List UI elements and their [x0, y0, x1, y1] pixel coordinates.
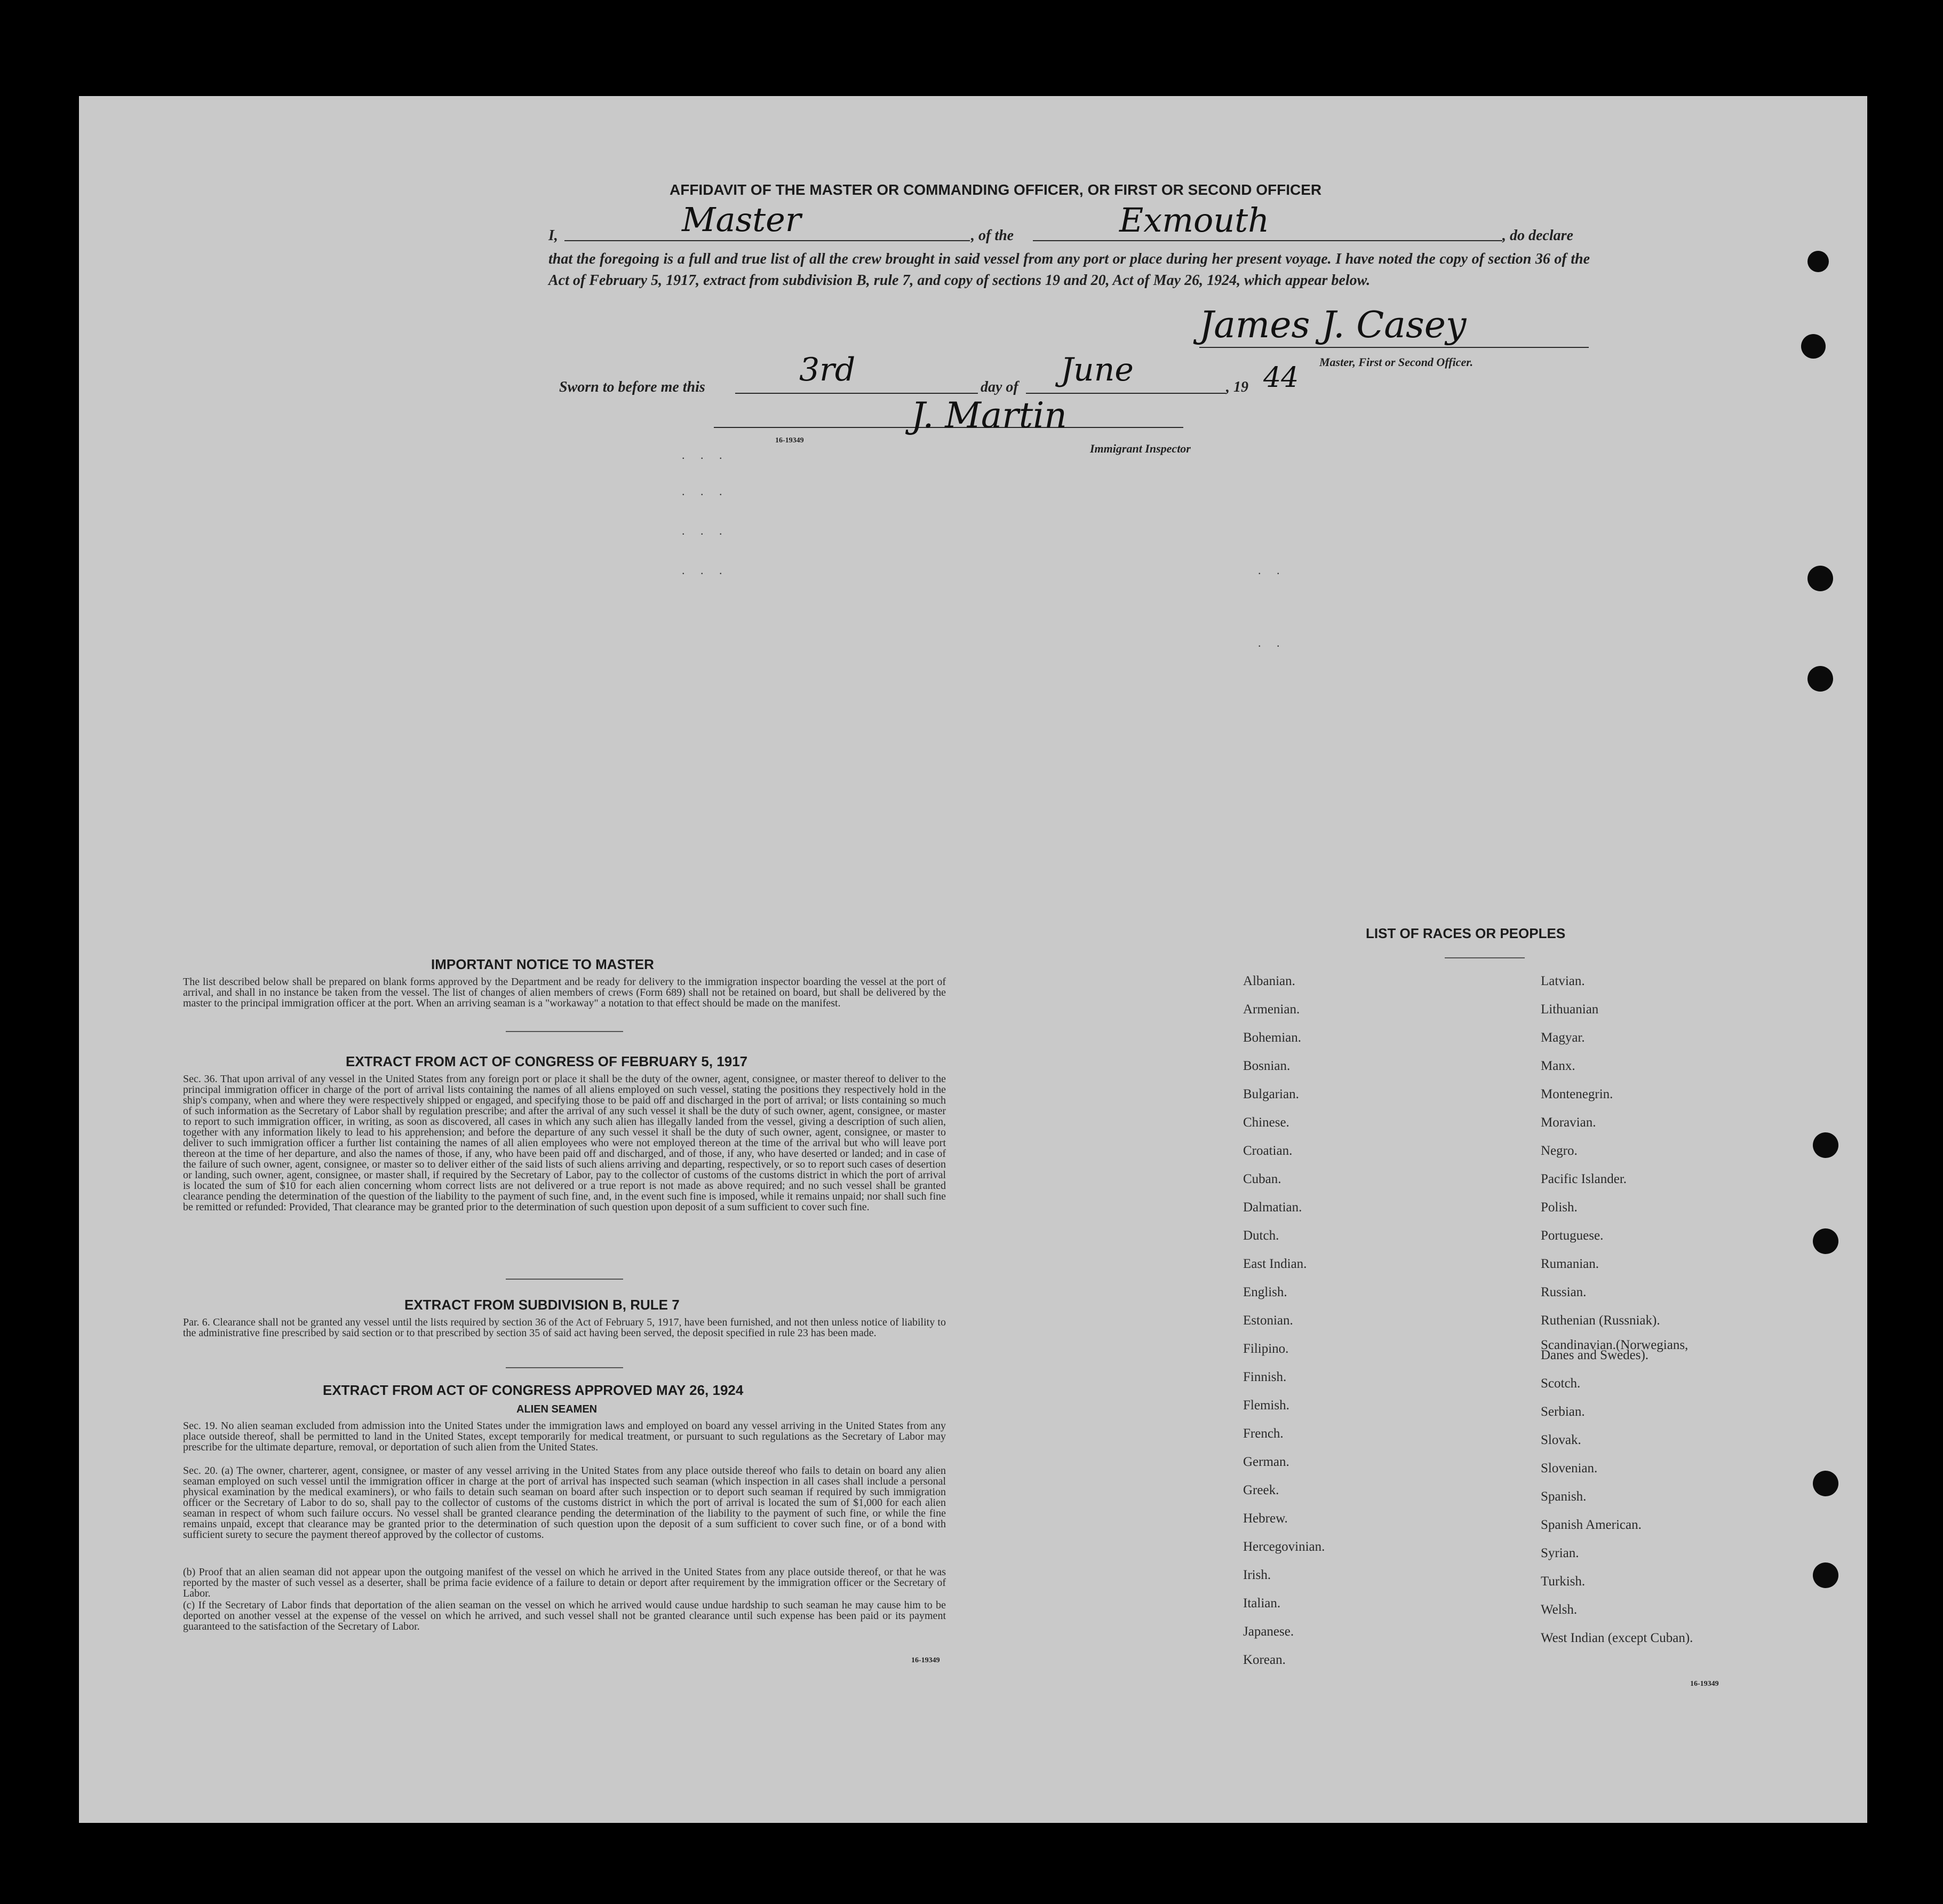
- day-of-label: day of: [981, 379, 1018, 395]
- leader-dots: . . .: [682, 485, 729, 498]
- race-item: Slovak.: [1541, 1433, 1581, 1447]
- race-item: French.: [1243, 1426, 1284, 1441]
- sworn-label: Sworn to before me this: [559, 379, 705, 395]
- race-item: Irish.: [1243, 1568, 1271, 1582]
- race-item: Syrian.: [1541, 1546, 1579, 1560]
- notice-body: The list described below shall be prepared on blank forms approved by the Department and be ready for delivery to the immigration inspector boarding the vessel at the port of arrival, and shall in no instance be taken from the vessel. The list of changes of alien members of crews (Form 689) shall not be retained on board, but shall be delivered by the master to the principal immigration officer at the port. When an arriving seaman is a "workaway" a notation to that effect should be made on the manifest.: [183, 976, 946, 1009]
- race-item: Hercegovinian.: [1243, 1540, 1325, 1554]
- handwritten-year: 44: [1263, 362, 1299, 394]
- race-item: Flemish.: [1243, 1398, 1289, 1413]
- race-item: Greek.: [1243, 1483, 1279, 1497]
- race-item: Serbian.: [1541, 1405, 1585, 1419]
- document-page: [79, 96, 1867, 1823]
- race-item: Albanian.: [1243, 974, 1295, 988]
- punch-hole: [1813, 1132, 1838, 1158]
- race-item: Bulgarian.: [1243, 1087, 1299, 1101]
- race-item: Filipino.: [1243, 1342, 1289, 1356]
- handwritten-rank: Master: [682, 200, 801, 239]
- punch-hole: [1813, 1471, 1838, 1496]
- race-item: Armenian.: [1243, 1002, 1300, 1017]
- race-item: Rumanian.: [1541, 1257, 1599, 1271]
- race-item: Spanish American.: [1541, 1518, 1642, 1532]
- punch-hole: [1807, 251, 1829, 272]
- sec20a-body: Sec. 20. (a) The owner, charterer, agent, consignee, or master of any vessel arriving in the United States from any place outside thereof who fails to detain on board any alien seaman employed on such vessel until the immigration officer in charge at the port of arrival has inspected such seaman (which inspection in all cases shall include a personal physical examination by the medical examiners), or who fails to detain such seaman on board after such inspection or to deport such seaman if required by such immigration officer or the Secretary of Labor to do so, shall pay to the collector of customs of the customs district in which the port of arrival is located the sum of $1,000 for each alien seaman in respect of whom such failure occurs. No vessel shall be granted clearance pending the determination of the liability to the payment of such fine, or while the fine remains unpaid, except that clearance may be granted prior to the determination of such question upon the deposit of a sum sufficient to cover such fine, or of a bond with sufficient surety to secure the payment thereof approved by the collector of customs.: [183, 1465, 946, 1541]
- race-item: English.: [1243, 1285, 1287, 1299]
- master-signature: James J. Casey: [1199, 304, 1467, 346]
- race-item: Cuban.: [1243, 1172, 1281, 1186]
- race-item: Spanish.: [1541, 1489, 1587, 1504]
- divider: [1445, 957, 1525, 958]
- race-item: Chinese.: [1243, 1115, 1289, 1130]
- vessel-line: [1033, 240, 1502, 241]
- punch-hole: [1801, 334, 1826, 359]
- race-item: Bohemian.: [1243, 1030, 1302, 1045]
- form-number-top: 16-19349: [775, 437, 804, 445]
- extract-rule7-body: Par. 6. Clearance shall not be granted any vessel until the lists required by section 36 of the Act of February 5, 1917, have been furnished, and not then unless notice of liability to the administrative fine prescribed by said section or to that prescribed by section 35 of said act having been served, the deposit specified in rule 23 has been made.: [183, 1316, 946, 1339]
- leader-dots: . .: [1258, 636, 1286, 649]
- leader-dots: . . .: [682, 564, 729, 577]
- race-item: Moravian.: [1541, 1115, 1596, 1130]
- race-item: Manx.: [1541, 1059, 1575, 1073]
- punch-hole: [1807, 566, 1833, 591]
- extract-1917-body: Sec. 36. That upon arrival of any vessel in the United States from any foreign port or place it shall be the duty of the owner, agent, consignee, or master thereof to deliver to the principal immigration officer in charge of the port of arrival lists containing the names of all aliens employed on such vessel, stating the positions they respectively hold in the ship's company, when and where they were respectively shipped or engaged, and specifying those to be paid off and discharged in the port of arrival; or lists containing so much of such information as the Secretary of Labor shall by regulation prescribe; and after the arrival of any such vessel it shall be the duty of such owner, agent, consignee, or master to report to such immigration officer, in writing, as soon as discovered, all cases in which any such alien has illegally landed from the vessel, giving a description of such alien, together with any information likely to lead to his apprehension; and before the departure of any such vessel it shall be the duty of such owner, agent, consignee, or master to deliver to such immigration officer a further list containing the names of all alien employees who were not employed thereon at the time of the arrival but who will leave port thereon at the time of her departure, and also the names of those, if any, who have been paid off and discharged, and of those, if any, who have deserted or landed; and in case of the failure of such owner, agent, consignee, or master so to deliver either of the said lists of such aliens arriving and departing, respectively, or so to report such cases of desertion or landing, such owner, agent, consignee, or master shall, if required by the Secretary of Labor, pay to the collector of customs of the customs district in which the port of arrival is located the sum of $10 for each alien concerning whom correct lists are not delivered or a true report is not made as above required; and no such vessel shall be granted clearance pending the determination of the question of the liability to the payment of such fine, and, in the event such fine is imposed, while it remains unpaid; nor shall such fine be remitted or refunded: Provided, That clearance may be granted prior to the determination of such question upon deposit of a sum sufficient to cover such fine.: [183, 1073, 946, 1213]
- race-item: Scandinavian.(Norwegians,: [1541, 1338, 1689, 1352]
- punch-hole: [1807, 666, 1833, 692]
- race-item: East Indian.: [1243, 1257, 1307, 1271]
- race-item: Slovenian.: [1541, 1461, 1598, 1475]
- affidavit-i-label: I,: [548, 227, 558, 244]
- race-item: Welsh.: [1541, 1602, 1578, 1617]
- extract-1917-title: EXTRACT FROM ACT OF CONGRESS OF FEBRUARY 5, 1917: [346, 1053, 748, 1069]
- race-item: Croatian.: [1243, 1144, 1293, 1158]
- form-number-right: 16-19349: [1690, 1680, 1719, 1688]
- race-item: Japanese.: [1243, 1624, 1294, 1639]
- notice-title: IMPORTANT NOTICE TO MASTER: [431, 956, 654, 972]
- race-item: Bosnian.: [1243, 1059, 1291, 1073]
- affidavit-declare-label: , do declare: [1502, 227, 1573, 244]
- form-number-left: 16-19349: [911, 1656, 940, 1664]
- race-item: German.: [1243, 1455, 1289, 1469]
- leader-dots: . . .: [682, 448, 729, 462]
- extract-1924-subtitle: ALIEN SEAMEN: [516, 1403, 598, 1415]
- race-item: Pacific Islander.: [1541, 1172, 1627, 1186]
- extract-1924-title: EXTRACT FROM ACT OF CONGRESS APPROVED MAY 26, 1924: [323, 1382, 744, 1398]
- race-item: Danes and Swedes).: [1541, 1348, 1649, 1362]
- race-item: Negro.: [1541, 1144, 1578, 1158]
- master-caption: Master, First or Second Officer.: [1319, 355, 1474, 369]
- handwritten-vessel: Exmouth: [1119, 201, 1270, 240]
- race-item: Montenegrin.: [1541, 1087, 1613, 1101]
- race-item: Lithuanian: [1541, 1002, 1599, 1017]
- affidavit-title: AFFIDAVIT OF THE MASTER OR COMMANDING OFFICER, OR FIRST OR SECOND OFFICER: [670, 181, 1322, 198]
- sec20b-body: (b) Proof that an alien seaman did not appear upon the outgoing manifest of the vessel on which he arrived in the United States from any place outside thereof, or that he was reported by the master of such vessel as a deserter, shall be prima facie evidence of a failure to detain or deport after requirement by the immigration officer or the Secretary of Labor.: [183, 1566, 946, 1599]
- handwritten-day: 3rd: [799, 351, 856, 388]
- divider: [506, 1279, 623, 1280]
- inspector-signature: J. Martin: [911, 395, 1067, 436]
- race-item: Turkish.: [1541, 1574, 1586, 1589]
- race-item: West Indian (except Cuban).: [1541, 1631, 1693, 1645]
- sec19-body: Sec. 19. No alien seaman excluded from admission into the United States under the immigration laws and employed on board any vessel arriving in the United States from any place outside thereof, shall be permitted to land in the United States, except temporarily for medical treatment, or pursuant to such regulations as the Secretary of Labor may prescribe for the ultimate departure, removal, or deportation of such alien from the United States.: [183, 1420, 946, 1453]
- race-item: Dalmatian.: [1243, 1200, 1302, 1215]
- race-item: Ruthenian (Russniak).: [1541, 1313, 1660, 1328]
- leader-dots: . .: [1258, 564, 1286, 577]
- master-signature-line: [1199, 347, 1589, 348]
- inspector-caption: Immigrant Inspector: [1090, 442, 1191, 455]
- affidavit-of-the-label: , of the: [971, 227, 1014, 244]
- divider: [506, 1367, 623, 1368]
- race-item: Finnish.: [1243, 1370, 1287, 1384]
- race-item: Estonian.: [1243, 1313, 1293, 1328]
- race-item: Polish.: [1541, 1200, 1578, 1215]
- race-item: Scotch.: [1541, 1376, 1581, 1391]
- handwritten-month: June: [1061, 351, 1134, 388]
- punch-hole: [1813, 1562, 1838, 1588]
- race-item: Latvian.: [1541, 974, 1585, 988]
- race-item: Magyar.: [1541, 1030, 1585, 1045]
- leader-dots: . . .: [682, 524, 729, 537]
- race-item: Hebrew.: [1243, 1511, 1288, 1526]
- race-item: Dutch.: [1243, 1228, 1279, 1243]
- races-title: LIST OF RACES OR PEOPLES: [1366, 925, 1566, 941]
- sec20c-body: (c) If the Secretary of Labor finds that deportation of the alien seaman on the vessel on which he arrived would cause undue hardship to such seaman he may cause him to be deported on another vessel at the expense of the vessel on which he arrived, and such vessel shall not be granted clearance until such expense has been paid or its payment guaranteed to the satisfaction of the Secretary of Labor.: [183, 1599, 946, 1632]
- affidavit-body: that the foregoing is a full and true list of all the crew brought in said vessel from any port or place during her present voyage. I have noted the copy of section 36 of the Act of February 5, 1917, extract from subdivision B, rule 7, and copy of sections 19 and 20, Act of May 26, 1924, which appear below.: [548, 251, 1590, 289]
- race-item: Korean.: [1243, 1653, 1286, 1667]
- divider: [506, 1031, 623, 1032]
- races-column-1: [1243, 967, 1325, 1674]
- race-item: Russian.: [1541, 1285, 1587, 1299]
- races-column-2: [1541, 967, 1693, 1652]
- punch-hole: [1813, 1228, 1838, 1254]
- rank-line: [564, 240, 970, 241]
- year-prefix-label: , 19: [1226, 379, 1248, 395]
- month-line: [1026, 393, 1226, 394]
- day-line: [735, 393, 978, 394]
- race-item: Italian.: [1243, 1596, 1281, 1611]
- extract-rule7-title: EXTRACT FROM SUBDIVISION B, RULE 7: [404, 1297, 680, 1313]
- race-item: Portuguese.: [1541, 1228, 1604, 1243]
